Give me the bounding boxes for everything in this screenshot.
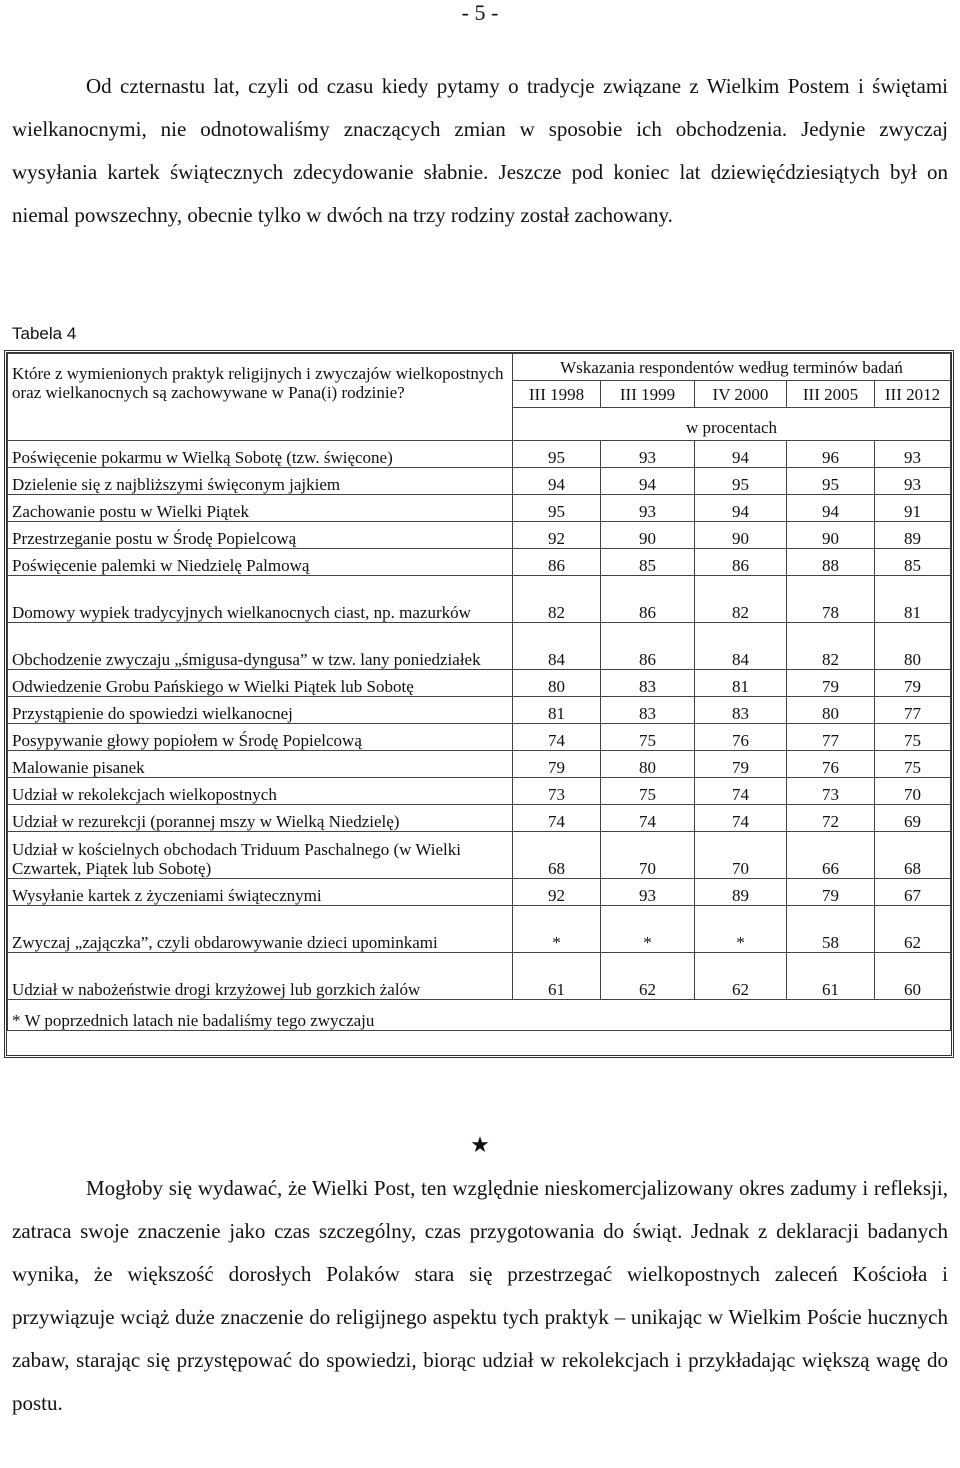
row-value: 88 [787, 549, 875, 576]
year-header: III 2005 [787, 381, 875, 408]
row-label: Poświęcenie pokarmu w Wielką Sobotę (tzw. święcone) [8, 441, 513, 468]
row-label: Udział w kościelnych obchodach Triduum Paschalnego (w Wielki Czwartek, Piątek lub Sobotę) [8, 832, 513, 879]
table-row [8, 468, 951, 495]
row-value: 94 [695, 441, 787, 468]
row-label: Przystąpienie do spowiedzi wielkanocnej [8, 697, 513, 724]
row-value: 61 [787, 953, 875, 1000]
row-value: 95 [695, 468, 787, 495]
paragraph-conclusion [12, 1167, 948, 1425]
row-label: Posypywanie głowy popiołem w Środę Popielcową [8, 724, 513, 751]
row-value: 76 [787, 751, 875, 778]
table-row [8, 778, 951, 805]
table-row [8, 724, 951, 751]
table-question-header: Które z wymienionych praktyk religijnych i zwyczajów wielkopostnych oraz wielkanocnych są zachowywane w Pana(i) rodzinie? [8, 354, 513, 441]
row-value: 68 [513, 832, 601, 879]
row-value: 94 [695, 495, 787, 522]
row-value: 79 [695, 751, 787, 778]
row-value: 93 [601, 495, 695, 522]
row-value: 80 [513, 670, 601, 697]
row-value: 72 [787, 805, 875, 832]
year-header: IV 2000 [695, 381, 787, 408]
row-value: 83 [601, 670, 695, 697]
row-value: 96 [787, 441, 875, 468]
paragraph-intro [12, 65, 948, 237]
row-value: 90 [787, 522, 875, 549]
row-value: 85 [601, 549, 695, 576]
table-row [8, 441, 951, 468]
row-value: 86 [695, 549, 787, 576]
row-value: 81 [875, 576, 951, 623]
row-value: 79 [787, 879, 875, 906]
row-label: Udział w rekolekcjach wielkopostnych [8, 778, 513, 805]
table-row [8, 953, 951, 1000]
row-value: 85 [875, 549, 951, 576]
row-value: 95 [513, 495, 601, 522]
row-label: Obchodzenie zwyczaju „śmigusa-dyngusa” w tzw. lany poniedziałek [8, 623, 513, 670]
row-label: Zachowanie postu w Wielki Piątek [8, 495, 513, 522]
row-value: 79 [513, 751, 601, 778]
row-value: 93 [875, 468, 951, 495]
table-row [8, 549, 951, 576]
row-value: 92 [513, 879, 601, 906]
row-value: 93 [875, 441, 951, 468]
row-value: 95 [513, 441, 601, 468]
unit-header: w procentach [513, 408, 951, 441]
table-row [8, 832, 951, 879]
row-value: 81 [695, 670, 787, 697]
row-value: 68 [875, 832, 951, 879]
footnote-blank [513, 1000, 951, 1031]
row-value: 69 [875, 805, 951, 832]
row-value: 62 [601, 953, 695, 1000]
row-value: 83 [601, 697, 695, 724]
row-value: 90 [601, 522, 695, 549]
row-label: Udział w rezurekcji (porannej mszy w Wielką Niedzielę) [8, 805, 513, 832]
row-value: 92 [513, 522, 601, 549]
table-row [8, 623, 951, 670]
row-value: 70 [601, 832, 695, 879]
row-value: 75 [875, 751, 951, 778]
row-label: Domowy wypiek tradycyjnych wielkanocnych ciast, np. mazurków [8, 576, 513, 623]
row-value: 70 [875, 778, 951, 805]
row-value: 93 [601, 441, 695, 468]
table-row [8, 697, 951, 724]
row-value: 76 [695, 724, 787, 751]
table-row [8, 670, 951, 697]
row-value: 74 [601, 805, 695, 832]
row-label: Malowanie pisanek [8, 751, 513, 778]
row-value: 79 [787, 670, 875, 697]
row-label: Wysyłanie kartek z życzeniami świątecznymi [8, 879, 513, 906]
row-value: 83 [695, 697, 787, 724]
row-value: 73 [787, 778, 875, 805]
row-value: 89 [695, 879, 787, 906]
row-value: 77 [875, 697, 951, 724]
year-header: III 1999 [601, 381, 695, 408]
row-label: Odwiedzenie Grobu Pańskiego w Wielki Piątek lub Sobotę [8, 670, 513, 697]
row-value: 82 [787, 623, 875, 670]
star-icon: ★ [470, 1132, 490, 1157]
row-value: 80 [875, 623, 951, 670]
row-value: 90 [695, 522, 787, 549]
page-number: - 5 - [461, 0, 499, 25]
row-value: 75 [601, 778, 695, 805]
row-label: Udział w nabożeństwie drogi krzyżowej lub gorzkich żalów [8, 953, 513, 1000]
row-label: Dzielenie się z najbliższymi święconym jajkiem [8, 468, 513, 495]
row-value: 80 [601, 751, 695, 778]
row-value: 82 [513, 576, 601, 623]
row-value: 81 [513, 697, 601, 724]
row-label: Przestrzeganie postu w Środę Popielcową [8, 522, 513, 549]
row-value: 62 [875, 906, 951, 953]
row-value: 74 [513, 724, 601, 751]
row-value: 95 [787, 468, 875, 495]
row-value: 82 [695, 576, 787, 623]
row-value: 94 [513, 468, 601, 495]
row-value: 94 [787, 495, 875, 522]
year-header: III 1998 [513, 381, 601, 408]
row-value: 86 [601, 576, 695, 623]
table-footnote: * W poprzednich latach nie badaliśmy tego zwyczaju [8, 1000, 513, 1031]
row-value: * [695, 906, 787, 953]
row-value: * [601, 906, 695, 953]
row-value: 84 [695, 623, 787, 670]
paragraph-conclusion-text: Mogłoby się wydawać, że Wielki Post, ten względnie nieskomercjalizowany okres zadumy i refleksji, zatraca swoje znaczenie jako czas szczególny, czas przygotowania do świąt. Jednak z deklaracji badanych wynika, że większość dorosłych Polaków stara się przestrzegać wielkopostnych zaleceń Kościoła i przywiązuje wciąż duże znaczenie do religijnego aspektu tych praktyk – unikając w Wielkim Poście hucznych zabaw, starając się przystępować do spowiedzi, biorąc udział w rekolekcjach i przykładając większą wagę do postu. [12, 1176, 948, 1415]
table-row [8, 906, 951, 953]
row-value: 74 [695, 778, 787, 805]
table-row [8, 751, 951, 778]
table-row [8, 576, 951, 623]
row-value: 78 [787, 576, 875, 623]
row-value: 58 [787, 906, 875, 953]
row-value: 91 [875, 495, 951, 522]
row-value: 94 [601, 468, 695, 495]
row-value: 75 [875, 724, 951, 751]
row-value: * [513, 906, 601, 953]
row-value: 84 [513, 623, 601, 670]
paragraph-intro-text: Od czternastu lat, czyli od czasu kiedy pytamy o tradycje związane z Wielkim Postem i świętami wielkanocnymi, nie odnotowaliśmy znaczących zmian w sposobie ich obchodzenia. Jedynie zwyczaj wysyłania kartek świątecznych zdecydowanie słabnie. Jeszcze pod koniec lat dziewięćdziesiątych był on niemal powszechny, obecnie tylko w dwóch na trzy rodziny został zachowany. [12, 74, 948, 227]
row-value: 86 [513, 549, 601, 576]
row-value: 74 [513, 805, 601, 832]
row-value: 66 [787, 832, 875, 879]
row-value: 73 [513, 778, 601, 805]
row-value: 77 [787, 724, 875, 751]
table-row [8, 495, 951, 522]
row-value: 89 [875, 522, 951, 549]
row-value: 75 [601, 724, 695, 751]
table-group-header: Wskazania respondentów według terminów badań [513, 354, 951, 381]
row-value: 79 [875, 670, 951, 697]
row-value: 74 [695, 805, 787, 832]
row-label: Poświęcenie palemki w Niedzielę Palmową [8, 549, 513, 576]
row-value: 60 [875, 953, 951, 1000]
table-row [8, 805, 951, 832]
row-value: 67 [875, 879, 951, 906]
survey-table [4, 350, 954, 1058]
row-value: 70 [695, 832, 787, 879]
table-row [8, 522, 951, 549]
row-label: Zwyczaj „zajączka”, czyli obdarowywanie dzieci upominkami [8, 906, 513, 953]
row-value: 62 [695, 953, 787, 1000]
year-header: III 2012 [875, 381, 951, 408]
row-value: 61 [513, 953, 601, 1000]
table-caption: Tabela 4 [12, 324, 77, 343]
table-row [8, 879, 951, 906]
row-value: 93 [601, 879, 695, 906]
row-value: 86 [601, 623, 695, 670]
row-value: 80 [787, 697, 875, 724]
